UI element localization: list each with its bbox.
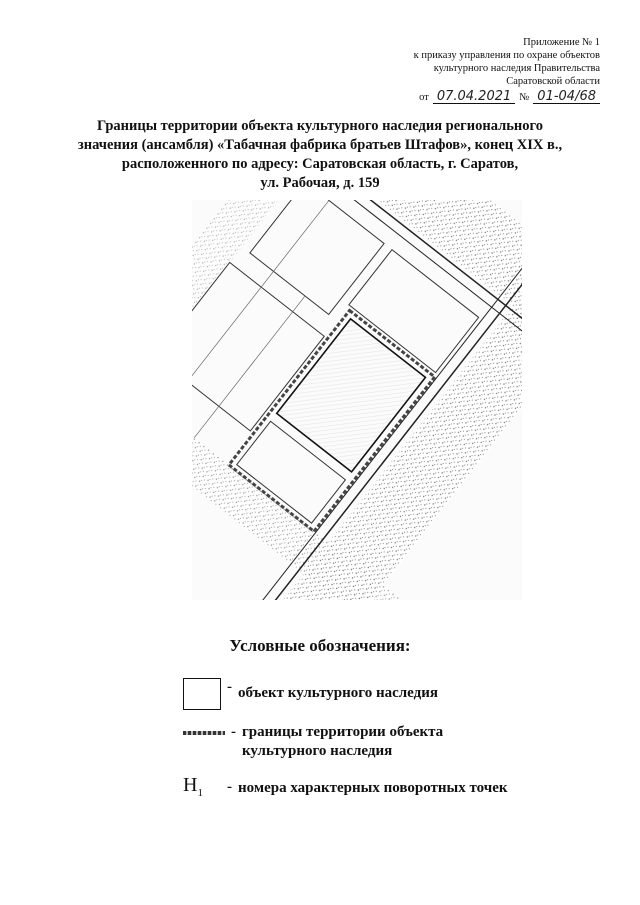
legend-item-object (183, 678, 438, 710)
document-title (60, 117, 580, 193)
cadastral-map (192, 200, 522, 600)
annex-date-number (360, 90, 600, 104)
legend-text-line: границы территории объекта (242, 724, 444, 740)
annex-line: Приложение № 1 (523, 37, 600, 48)
date-prefix: от (419, 92, 429, 103)
legend-text-line: культурного наследия (242, 743, 393, 759)
legend-dash: - (227, 679, 232, 695)
legend-dash: - (231, 724, 236, 740)
title-line: Границы территории объекта культурного наследия регионального (97, 118, 543, 134)
annex-line: к приказу управления по охране объектов (413, 50, 600, 61)
annex-line: Саратовской области (506, 76, 600, 87)
date-value: 07.04.2021 (433, 90, 515, 104)
annex-block (360, 36, 600, 104)
legend-item-points (183, 776, 508, 803)
number-prefix: № (519, 92, 530, 103)
legend-text (242, 723, 443, 761)
boundary-line-symbol (183, 731, 225, 735)
annex-line: культурного наследия Правительства (433, 63, 600, 74)
title-line: значения (ансамбля) «Табачная фабрика братьев Штафов», конец XIX в., (77, 137, 563, 153)
legend-text: объект культурного наследия (238, 685, 438, 701)
title-line: ул. Рабочая, д. 159 (260, 175, 380, 191)
point-number-symbol: $Н_1$ (183, 774, 203, 799)
title-line: расположенного по адресу: Саратовская область, г. Саратов, (121, 156, 519, 172)
number-value: 01-04/68 (533, 90, 600, 104)
legend-text: номера характерных поворотных точек (238, 780, 508, 796)
legend-item-boundary (183, 723, 443, 761)
heritage-object-symbol (183, 678, 221, 710)
legend-title: Условные обозначения: (229, 636, 411, 655)
legend-dash: - (227, 779, 232, 795)
